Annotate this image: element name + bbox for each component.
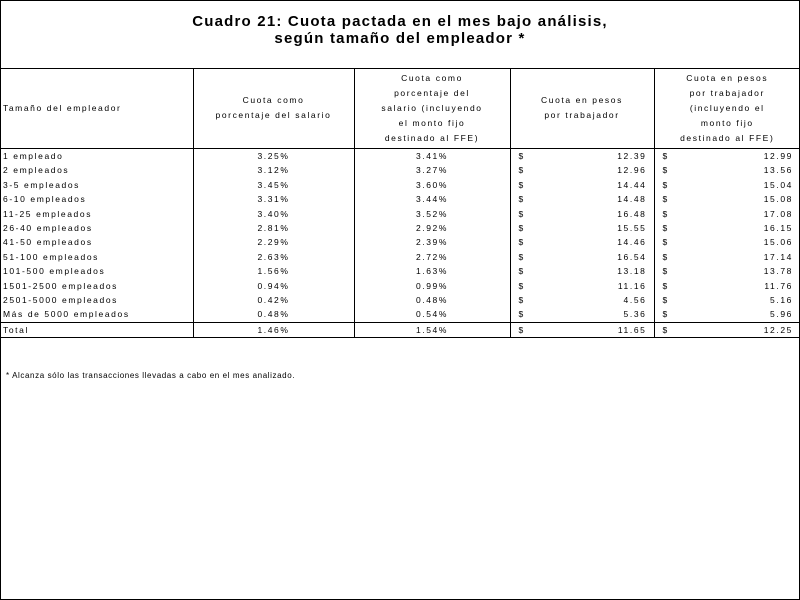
cell-pct-salary: 3.45% xyxy=(193,178,354,192)
table-row xyxy=(0,235,800,249)
amount: 12.96 xyxy=(617,165,647,176)
cell-pesos-worker xyxy=(510,250,654,264)
amount: 14.48 xyxy=(617,194,647,205)
cell-pct-salary: 2.29% xyxy=(193,235,354,249)
cell-pct-salary: 1.46% xyxy=(193,322,354,337)
currency-symbol: $ xyxy=(518,151,525,161)
header-employer-size: Tamaño del empleador xyxy=(0,68,193,149)
cell-pct-salary: 3.12% xyxy=(193,163,354,177)
cell-pesos-worker xyxy=(510,207,654,221)
table-row xyxy=(0,178,800,192)
amount: 4.56 xyxy=(623,295,647,306)
table-row xyxy=(0,264,800,278)
cell-pesos-worker-ffe xyxy=(654,293,800,307)
cell-pct-salary-ffe: 3.41% xyxy=(354,149,510,164)
table-title-line-1: Cuadro 21: Cuota pactada en el mes bajo análisis, xyxy=(192,13,608,30)
amount: 16.48 xyxy=(617,208,647,219)
amount: 12.25 xyxy=(763,324,793,335)
cell-pct-salary-ffe: 2.72% xyxy=(354,250,510,264)
amount: 13.18 xyxy=(617,266,647,277)
amount: 16.54 xyxy=(617,251,647,262)
cell-employer-size: 26-40 empleados xyxy=(3,223,93,234)
header-pesos-worker-ffe: Cuota en pesos por trabajador (incluyendo el monto fijo destinado al FFE) xyxy=(654,68,800,149)
cell-employer-size: 3-5 empleados xyxy=(3,179,81,190)
cell-pesos-worker-ffe xyxy=(654,207,800,221)
currency-symbol: $ xyxy=(518,179,525,190)
cell-pct-salary-ffe: 2.92% xyxy=(354,221,510,235)
currency-symbol: $ xyxy=(662,194,669,205)
currency-symbol: $ xyxy=(662,223,669,234)
cell-pesos-worker xyxy=(510,192,654,206)
table-row xyxy=(0,250,800,264)
amount: 13.56 xyxy=(763,165,793,176)
amount: 15.04 xyxy=(763,179,793,190)
amount: 11.65 xyxy=(617,324,647,335)
cell-employer-size: 2501-5000 empleados xyxy=(3,295,118,306)
header-pesos-worker: Cuota en pesos por trabajador xyxy=(510,68,654,149)
cell-pesos-worker-ffe xyxy=(654,322,800,337)
total-row xyxy=(0,322,800,337)
table-row xyxy=(0,207,800,221)
currency-symbol: $ xyxy=(662,251,669,262)
cell-pesos-worker xyxy=(510,178,654,192)
cell-pesos-worker xyxy=(510,307,654,322)
cell-pesos-worker-ffe xyxy=(654,149,800,164)
currency-symbol: $ xyxy=(518,266,525,277)
currency-symbol: $ xyxy=(662,208,669,219)
currency-symbol: $ xyxy=(518,237,525,248)
cell-pct-salary: 3.25% xyxy=(193,149,354,164)
amount: 14.46 xyxy=(617,237,647,248)
cell-employer-size: 41-50 empleados xyxy=(3,237,93,248)
amount: 5.36 xyxy=(623,309,647,320)
amount: 15.08 xyxy=(763,194,793,205)
cell-employer-size: Más de 5000 empleados xyxy=(3,309,130,320)
cell-pesos-worker-ffe xyxy=(654,279,800,293)
cell-employer-size: 11-25 empleados xyxy=(3,208,93,219)
cell-pesos-worker xyxy=(510,279,654,293)
amount: 12.99 xyxy=(763,151,793,161)
amount: 16.15 xyxy=(763,223,793,234)
table-row xyxy=(0,293,800,307)
amount: 15.06 xyxy=(763,237,793,248)
currency-symbol: $ xyxy=(518,280,525,291)
cell-employer-size: 6-10 empleados xyxy=(3,194,87,205)
currency-symbol: $ xyxy=(518,165,525,176)
cell-pesos-worker xyxy=(510,293,654,307)
amount: 15.55 xyxy=(617,223,647,234)
currency-symbol: $ xyxy=(518,208,525,219)
cell-pct-salary: 1.56% xyxy=(193,264,354,278)
cell-employer-size: 101-500 empleados xyxy=(3,266,106,277)
currency-symbol: $ xyxy=(518,194,525,205)
cell-pesos-worker-ffe xyxy=(654,163,800,177)
cell-employer-size: 51-100 empleados xyxy=(3,251,100,262)
cell-pesos-worker-ffe xyxy=(654,264,800,278)
amount: 13.78 xyxy=(763,266,793,277)
amount: 5.96 xyxy=(770,309,793,320)
currency-symbol: $ xyxy=(662,165,669,176)
cell-pct-salary-ffe: 3.52% xyxy=(354,207,510,221)
currency-symbol: $ xyxy=(518,324,525,335)
cell-pct-salary-ffe: 2.39% xyxy=(354,235,510,249)
cell-pct-salary-ffe: 0.48% xyxy=(354,293,510,307)
cell-pesos-worker-ffe xyxy=(654,235,800,249)
cell-pct-salary-ffe: 1.63% xyxy=(354,264,510,278)
currency-symbol: $ xyxy=(662,237,669,248)
cell-pct-salary: 0.42% xyxy=(193,293,354,307)
currency-symbol: $ xyxy=(662,295,669,306)
currency-symbol: $ xyxy=(662,151,669,161)
amount: 17.08 xyxy=(763,208,793,219)
cell-pct-salary: 0.94% xyxy=(193,279,354,293)
table-row xyxy=(0,192,800,206)
cell-pct-salary: 0.48% xyxy=(193,307,354,322)
amount: 17.14 xyxy=(763,251,793,262)
footnote: * Alcanza sólo las transacciones llevadas a cabo en el mes analizado. xyxy=(6,371,296,380)
amount: 11.16 xyxy=(617,280,647,291)
cell-pct-salary: 2.81% xyxy=(193,221,354,235)
table-row xyxy=(0,279,800,293)
table-body xyxy=(0,149,800,338)
cell-employer-size: 1501-2500 empleados xyxy=(3,280,118,291)
amount: 11.76 xyxy=(764,280,793,291)
table-row xyxy=(0,307,800,322)
cell-pct-salary-ffe: 0.54% xyxy=(354,307,510,322)
header-row xyxy=(0,68,800,149)
data-table xyxy=(0,68,800,338)
cell-employer-size: 1 empleado xyxy=(3,151,64,161)
cell-pct-salary-ffe: 3.27% xyxy=(354,163,510,177)
cell-pct-salary: 2.63% xyxy=(193,250,354,264)
title-block xyxy=(0,0,800,69)
cell-pct-salary-ffe: 3.60% xyxy=(354,178,510,192)
header-pct-salary-ffe: Cuota como porcentaje del salario (incluyendo el monto fijo destinado al FFE) xyxy=(354,68,510,149)
currency-symbol: $ xyxy=(518,309,525,320)
table-title-line-2: según tamaño del empleador * xyxy=(274,30,526,47)
currency-symbol: $ xyxy=(662,324,669,335)
currency-symbol: $ xyxy=(662,309,669,320)
cell-pct-salary-ffe: 1.54% xyxy=(354,322,510,337)
cell-pesos-worker-ffe xyxy=(654,250,800,264)
currency-symbol: $ xyxy=(518,295,525,306)
header-pct-salary: Cuota como porcentaje del salario xyxy=(193,68,354,149)
amount: 12.39 xyxy=(617,151,647,161)
cell-pct-salary-ffe: 0.99% xyxy=(354,279,510,293)
cell-pesos-worker xyxy=(510,264,654,278)
cell-employer-size: Total xyxy=(0,322,193,337)
cell-pesos-worker xyxy=(510,149,654,164)
cell-pct-salary: 3.31% xyxy=(193,192,354,206)
amount: 14.44 xyxy=(617,179,647,190)
currency-symbol: $ xyxy=(662,179,669,190)
currency-symbol: $ xyxy=(518,223,525,234)
table-row xyxy=(0,149,800,164)
currency-symbol: $ xyxy=(518,251,525,262)
cell-pesos-worker-ffe xyxy=(654,192,800,206)
cell-pct-salary: 3.40% xyxy=(193,207,354,221)
currency-symbol: $ xyxy=(662,280,669,291)
cell-pct-salary-ffe: 3.44% xyxy=(354,192,510,206)
cell-pesos-worker xyxy=(510,221,654,235)
cell-pesos-worker-ffe xyxy=(654,221,800,235)
cell-pesos-worker xyxy=(510,235,654,249)
table-row xyxy=(0,221,800,235)
cell-pesos-worker xyxy=(510,322,654,337)
amount: 5.16 xyxy=(770,295,793,306)
cell-pesos-worker xyxy=(510,163,654,177)
currency-symbol: $ xyxy=(662,266,669,277)
cell-employer-size: 2 empleados xyxy=(3,165,70,176)
cell-pesos-worker-ffe xyxy=(654,307,800,322)
table-row xyxy=(0,163,800,177)
cell-pesos-worker-ffe xyxy=(654,178,800,192)
